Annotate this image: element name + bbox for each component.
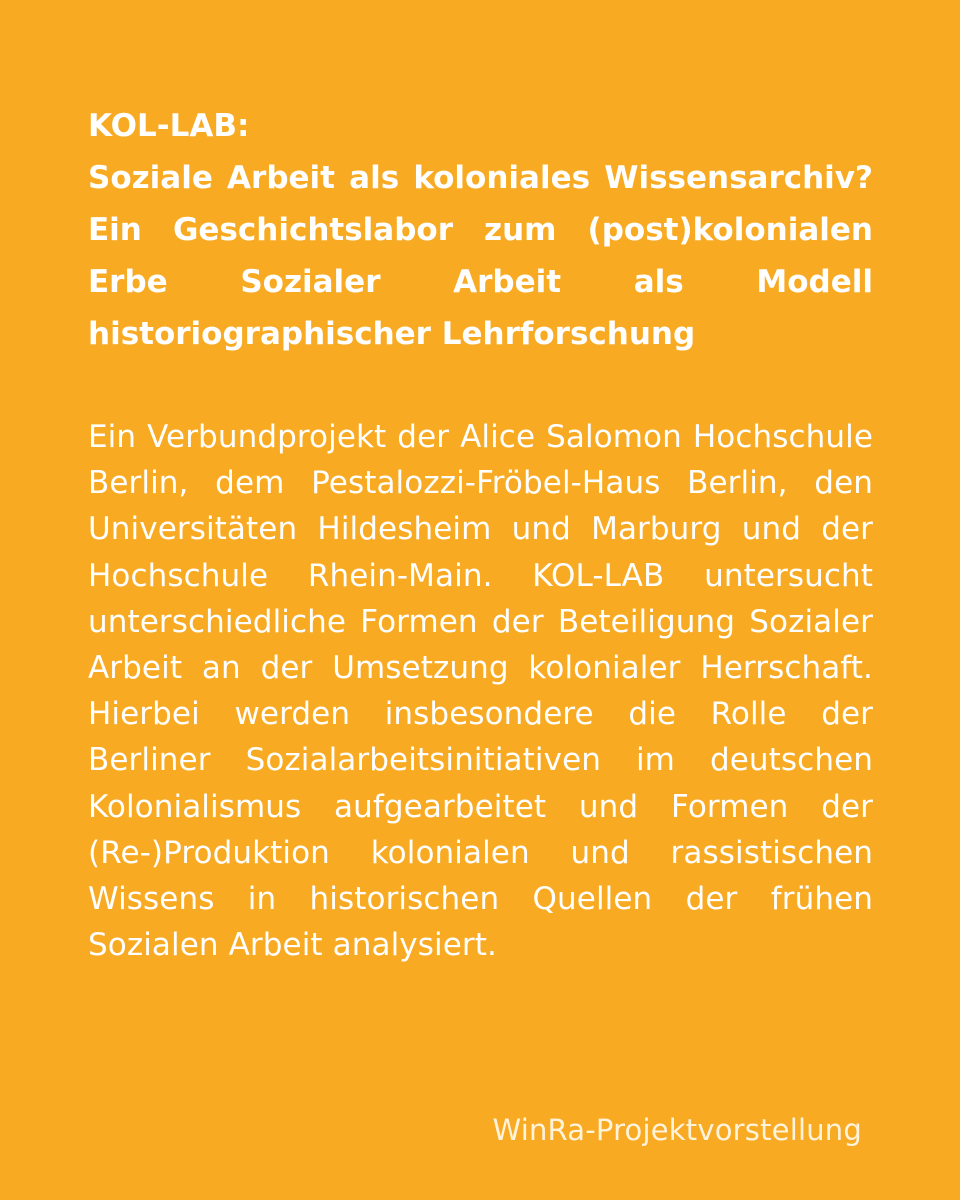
content-area — [88, 100, 873, 999]
project-acronym: KOL-LAB: — [88, 108, 250, 144]
footer-credit: WinRa-Projektvorstellung — [492, 1113, 862, 1147]
project-description: Ein Verbundprojekt der Alice Salomon Hochschule Berlin, dem Pestalozzi-Fröbel-Haus Berlin, den Universitäten Hildesheim und Marburg und der Hochschule Rhein-Main. KOL-LAB untersucht unterschiedliche Formen der Beteiligung Sozialer Arbeit an der Umsetzung kolonialer Herrschaft. Hierbei werden insbesondere die Rolle der Berliner Sozialarbeitsinitiativen im deutschen Kolonialismus aufgearbeitet und Formen der (Re-)Produktion kolonialen und rassistischen Wissens in historischen Quellen der frühen Sozialen Arbeit analysiert. — [88, 419, 873, 964]
project-title: Soziale Arbeit als koloniales Wissensarchiv? Ein Geschichtslabor zum (post)kolonialen Erbe Sozialer Arbeit als Modell historiographischer Lehrforschung — [88, 160, 873, 352]
title-block — [88, 100, 873, 360]
